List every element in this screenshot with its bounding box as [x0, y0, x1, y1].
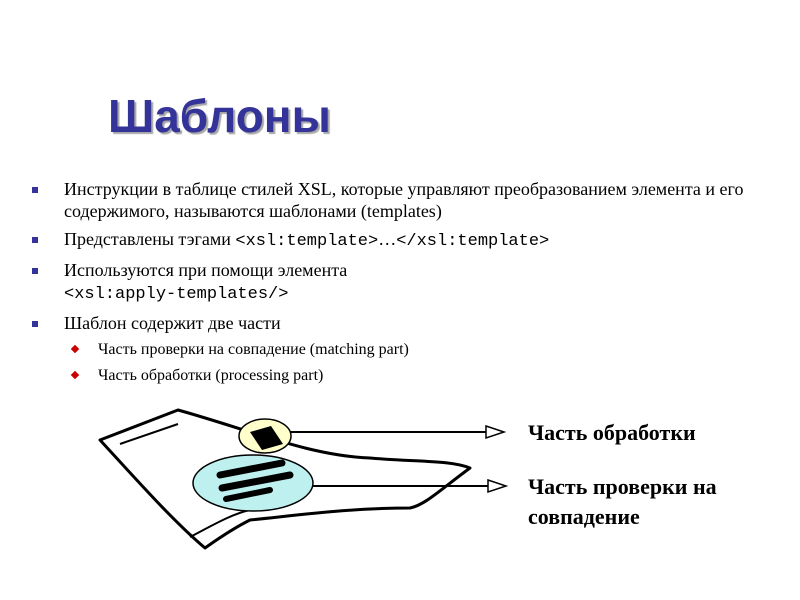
- sub-bullet-text: Часть обработки (processing part): [98, 367, 324, 384]
- bullet-text: Представлены тэгами: [64, 229, 236, 249]
- sub-bullet-text: Часть проверки на совпадение (matching part): [98, 341, 409, 358]
- ellipsis: …: [378, 229, 397, 249]
- code-template-close: </xsl:template>: [396, 232, 550, 251]
- bullet-text: Шаблон содержит две части: [64, 313, 281, 333]
- code-apply-templates: <xsl:apply-templates/>: [64, 285, 289, 304]
- code-template-open: <xsl:template>: [235, 232, 379, 251]
- matching-part-label: Часть проверки на совпадение: [528, 474, 717, 529]
- bullet-text: Инструкции в таблице стилей XSL, которые управляют преобразованием элемента и его содержимого, называются шаблонами (templates): [64, 179, 744, 221]
- bullet-text: Используются при помощи элемента: [64, 260, 348, 280]
- processing-part-shape: [239, 419, 291, 453]
- processing-arrow: [290, 426, 504, 438]
- matching-part-shape: [193, 455, 313, 511]
- slide-title: Шаблоны: [108, 90, 331, 142]
- processing-part-label: Часть обработки: [528, 420, 696, 445]
